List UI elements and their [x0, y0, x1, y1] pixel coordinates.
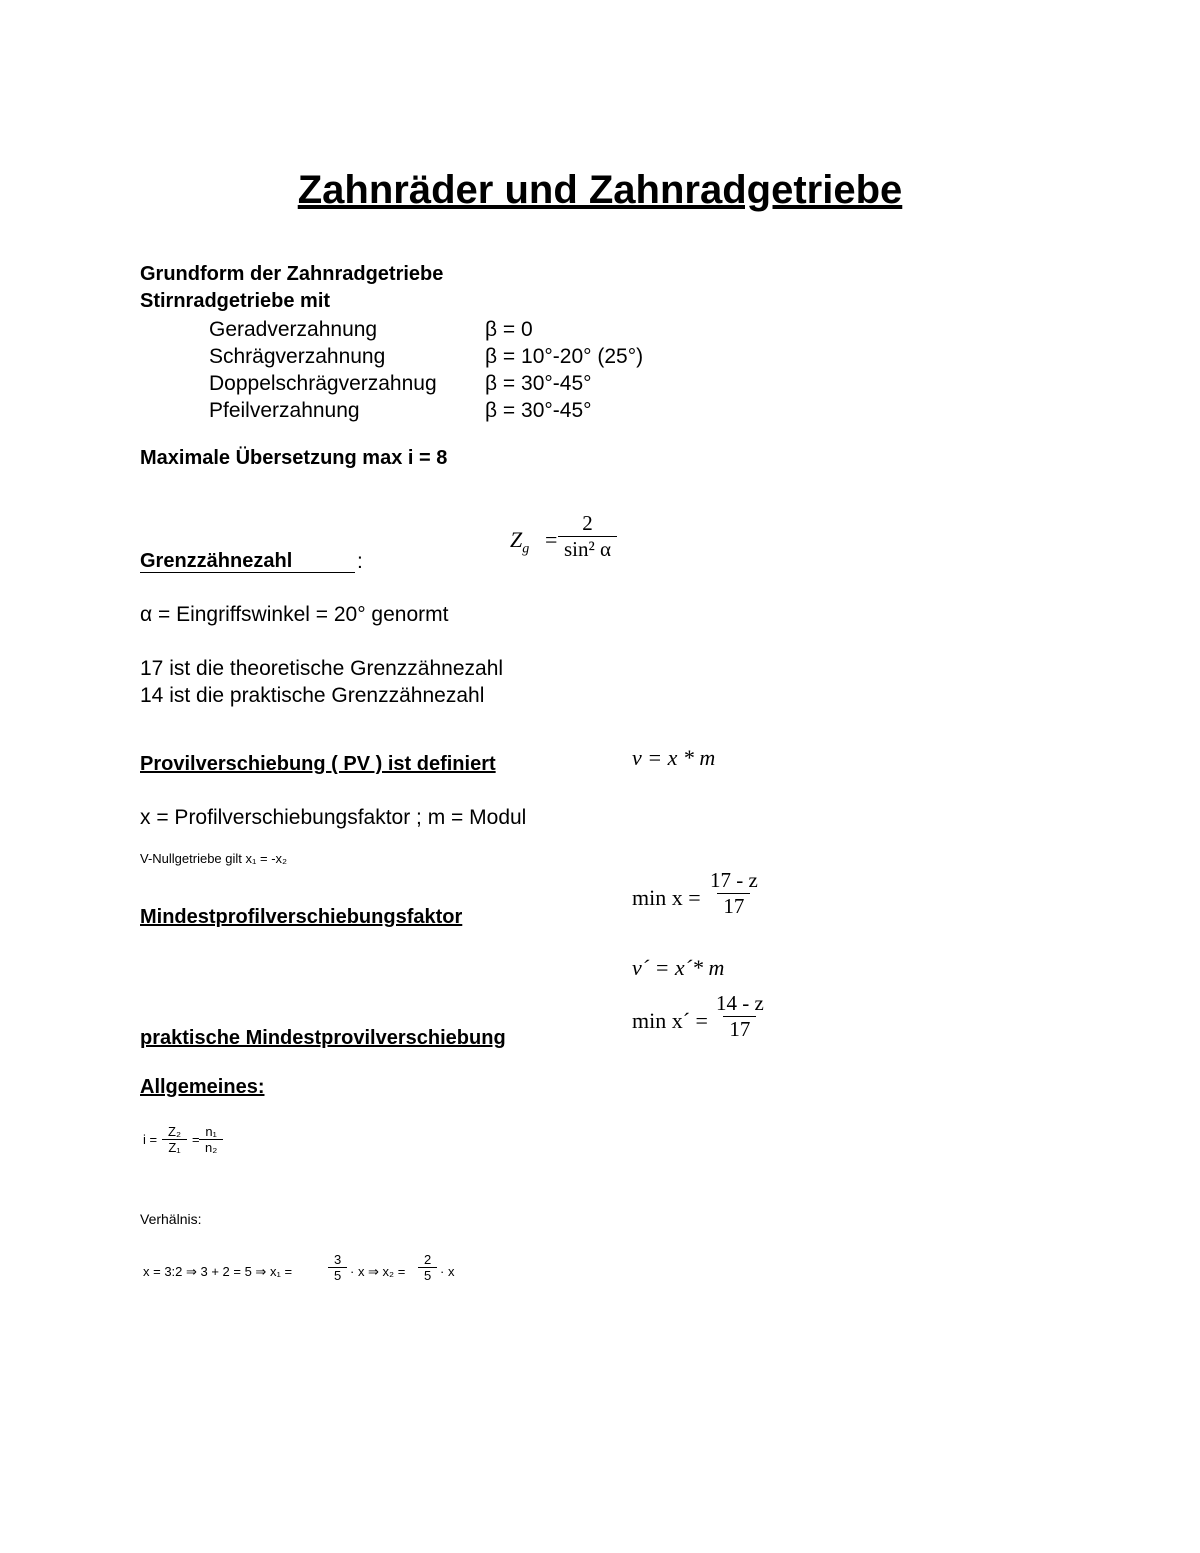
ratio-end: · x [440, 1264, 455, 1279]
pv-formula: v = x * m [632, 745, 716, 770]
page-title: Zahnräder und Zahnradgetriebe [297, 168, 903, 212]
row-name: Schrägverzahnung [209, 345, 386, 368]
praktische-grenz: 14 ist die praktische Grenzzähnezahl [140, 684, 485, 707]
praktisch-denominator: 17 [723, 1016, 756, 1042]
x2-numerator: 2 [424, 1252, 432, 1267]
row-value: β = 30°-45° [485, 399, 592, 422]
row-name: Doppelschrägverzahnug [209, 372, 437, 395]
ratio-lhs: x = 3:2 ⇒ 3 + 2 = 5 ⇒ x₁ = [143, 1264, 293, 1279]
zg-equals: = [545, 527, 558, 552]
row-value: β = 30°-45° [485, 372, 592, 395]
v-nullgetriebe: V-Nullgetriebe gilt x₁ = -x₂ [140, 851, 288, 866]
praktisch-formula: v´ = x´* m [632, 955, 725, 980]
grenz-fraction [558, 511, 617, 562]
row-value: β = 10°-20° (25°) [485, 345, 644, 368]
z-ratio-fraction [162, 1124, 187, 1155]
allgemeines-label: Allgemeines: [140, 1076, 265, 1098]
mindest-lhs: min x = [632, 885, 701, 910]
max-uebersetzung: Maximale Übersetzung max i = 8 [140, 447, 448, 469]
ratio-mid: · x ⇒ x₂ = [350, 1264, 406, 1279]
pv-definition: x = Profilverschiebungsfaktor ; m = Modul [140, 806, 527, 829]
row-name: Pfeilverzahnung [209, 399, 360, 422]
x1-fraction [328, 1252, 347, 1283]
zg-subscript: g [522, 541, 530, 557]
praktisch-label: praktische Mindestprovilverschiebung [140, 1027, 506, 1049]
mindest-numerator: 17 - z [710, 868, 758, 892]
x2-fraction [418, 1252, 437, 1283]
n-ratio-denominator: n₂ [199, 1139, 223, 1155]
i-lhs: i = [143, 1132, 158, 1147]
praktisch-numerator: 14 - z [716, 991, 764, 1015]
z-ratio-numerator: Z₂ [168, 1124, 181, 1139]
grundform-heading: Grundform der Zahnradgetriebe [140, 263, 444, 285]
praktisch-fraction [710, 991, 770, 1042]
grenz-numerator: 2 [582, 511, 593, 535]
n-ratio-fraction [199, 1124, 223, 1155]
row-name: Geradverzahnung [209, 318, 378, 341]
zg-letter: Z [510, 527, 523, 552]
z-ratio-denominator: Z₁ [162, 1139, 186, 1155]
x1-numerator: 3 [334, 1252, 342, 1267]
x2-denominator: 5 [418, 1267, 437, 1283]
grenz-label-text: Grenzzähnezahl [140, 550, 293, 572]
verhaeltnis-label: Verhälnis: [140, 1211, 202, 1227]
row-value: β = 0 [485, 318, 533, 341]
i-equals: = [192, 1132, 200, 1147]
zg-symbol [510, 527, 529, 557]
x1-denominator: 5 [328, 1267, 347, 1283]
theoretische-grenz: 17 ist die theoretische Grenzzähnezahl [140, 657, 504, 680]
stirnrad-subheading: Stirnradgetriebe mit [140, 290, 331, 312]
pv-label: Provilverschiebung ( PV ) ist definiert [140, 753, 496, 775]
mindest-label: Mindestprofilverschiebungsfaktor [140, 906, 463, 928]
praktisch-lhs: min x´ = [632, 1008, 708, 1033]
n-ratio-numerator: n₁ [205, 1124, 217, 1139]
mindest-fraction [704, 868, 764, 919]
alpha-definition: α = Eingriffswinkel = 20° genormt [140, 603, 449, 626]
grenz-label [140, 550, 355, 573]
grenz-denominator: sin² α [558, 536, 617, 562]
grenz-colon: : [357, 550, 363, 573]
mindest-denominator: 17 [717, 893, 750, 919]
